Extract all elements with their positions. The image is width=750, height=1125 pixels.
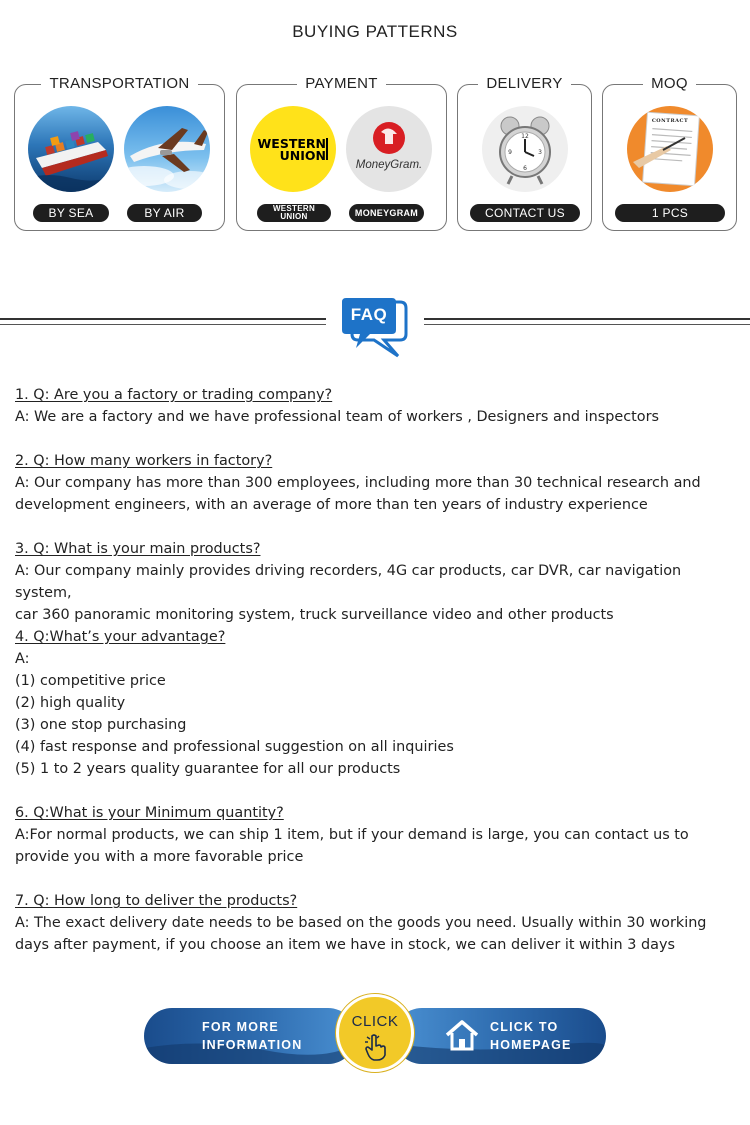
faq-answer: A: Our company has more than 300 employees, including more than 30 technical research and <box>15 475 701 491</box>
faq-divider-right-thin <box>424 324 750 325</box>
faq-item-3 <box>15 538 740 626</box>
moneygram-logo <box>346 106 432 192</box>
faq-list-item: (5) 1 to 2 years quality guarantee for all our products <box>15 761 401 777</box>
contract-doc-title: CONTRACT <box>651 118 689 124</box>
svg-text:9: 9 <box>508 149 512 156</box>
faq-item-1 <box>15 384 740 428</box>
faq-item-2 <box>15 450 740 516</box>
western-union-logo-line1: WESTERN <box>257 136 326 151</box>
faq-question: 2. Q: How many workers in factory? <box>15 453 273 469</box>
pointer-hand-icon <box>363 1033 389 1061</box>
faq-divider-right <box>424 318 750 320</box>
faq-answer: A: We are a factory and we have professional team of workers , Designers and inspectors <box>15 409 660 425</box>
delivery-panel <box>457 75 592 231</box>
faq-answer: A: Our company mainly provides driving recorders, 4G car products, car DVR, car navigation system, <box>15 563 682 601</box>
more-info-banner[interactable] <box>144 1008 356 1064</box>
western-union-button[interactable]: WESTERN UNION <box>257 204 331 222</box>
faq-badge <box>340 296 410 362</box>
faq-answer: A: The exact delivery date needs to be based on the goods you need. Usually within 30 working <box>15 915 707 931</box>
click-button[interactable] <box>336 994 414 1072</box>
faq-divider-left <box>0 318 326 320</box>
faq-question: 4. Q:What’s your advantage? <box>15 629 226 645</box>
svg-text:12: 12 <box>521 133 529 140</box>
moneygram-button[interactable]: MONEYGRAM <box>349 204 424 222</box>
faq-divider-left-thin <box>0 324 326 325</box>
faq-item-4 <box>15 626 740 780</box>
faq-list-item: (3) one stop purchasing <box>15 717 187 733</box>
moq-title: MOQ <box>643 75 696 92</box>
faq-item-6 <box>15 802 740 868</box>
svg-text:3: 3 <box>538 149 542 156</box>
faq-answer: A: <box>15 651 30 667</box>
faq-answer: car 360 panoramic monitoring system, truck surveillance video and other products <box>15 607 614 623</box>
page-title: BUYING PATTERNS <box>292 22 458 41</box>
moq-value-button[interactable]: 1 PCS <box>615 204 725 222</box>
svg-text:6: 6 <box>523 165 527 172</box>
homepage-line1: CLICK TO <box>490 1020 559 1034</box>
faq-list-item: (4) fast response and professional suggestion on all inquiries <box>15 739 454 755</box>
by-air-button[interactable]: BY AIR <box>127 204 202 222</box>
contract-document-icon <box>627 106 713 192</box>
more-info-line1: FOR MORE <box>202 1020 279 1034</box>
moneygram-logo-text: MoneyGram. <box>355 159 423 171</box>
home-icon <box>444 1018 480 1052</box>
click-label: CLICK <box>351 1013 399 1030</box>
transportation-title: TRANSPORTATION <box>41 75 197 92</box>
by-sea-button[interactable]: BY SEA <box>33 204 109 222</box>
faq-question: 1. Q: Are you a factory or trading company? <box>15 387 333 403</box>
faq-answer: days after payment, if you choose an item we have in stock, we can deliver it within 3 days <box>15 937 675 953</box>
payment-title: PAYMENT <box>297 75 385 92</box>
cargo-ship-icon <box>28 106 114 192</box>
faq-question: 7. Q: How long to deliver the products? <box>15 893 298 909</box>
faq-item-7 <box>15 890 740 956</box>
faq-list-item: (1) competitive price <box>15 673 166 689</box>
payment-panel <box>236 75 447 231</box>
homepage-banner[interactable] <box>394 1008 606 1064</box>
homepage-line2: HOMEPAGE <box>490 1038 572 1052</box>
transportation-panel <box>14 75 225 231</box>
faq-list-item: (2) high quality <box>15 695 126 711</box>
faq-question: 6. Q:What is your Minimum quantity? <box>15 805 284 821</box>
delivery-title: DELIVERY <box>478 75 570 92</box>
faq-question: 3. Q: What is your main products? <box>15 541 261 557</box>
alarm-clock-icon <box>482 106 568 192</box>
faq-answer: provide you with a more favorable price <box>15 849 304 865</box>
faq-answer: A:For normal products, we can ship 1 item, but if your demand is large, you can contact us to <box>15 827 689 843</box>
contact-us-button[interactable]: CONTACT US <box>470 204 580 222</box>
moq-panel <box>602 75 737 231</box>
faq-answer: development engineers, with an average of more than ten years of industry experience <box>15 497 648 513</box>
airplane-icon <box>124 106 210 192</box>
more-info-line2: INFORMATION <box>202 1038 303 1052</box>
faq-badge-label: FAQ <box>350 305 388 324</box>
western-union-logo-line2: UNION <box>279 148 326 163</box>
western-union-logo <box>250 106 336 192</box>
